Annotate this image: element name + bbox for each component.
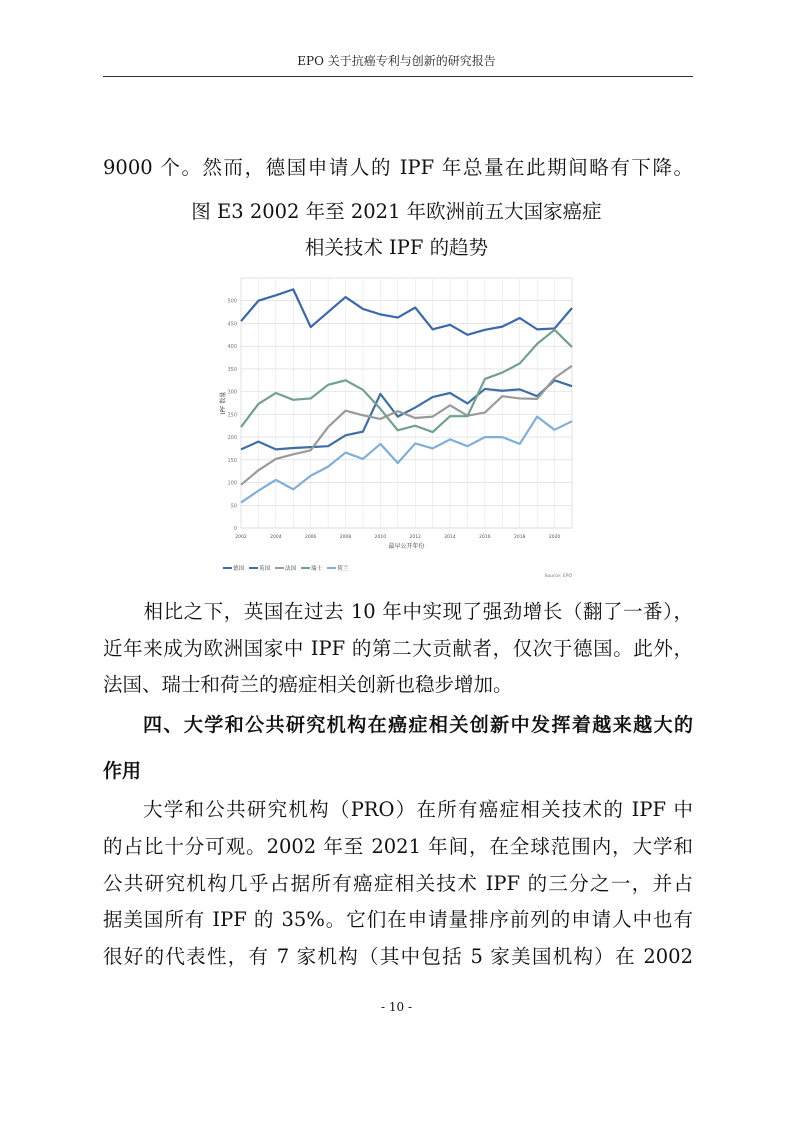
- y-tick-label: 450: [227, 321, 237, 328]
- line-chart: [215, 270, 580, 582]
- x-tick-label: 2014: [444, 535, 456, 540]
- text-line: 近年来成为欧洲国家中 IPF 的第二大贡献者，仅次于德国。此外，: [103, 637, 693, 660]
- x-tick-label: 2020: [548, 535, 561, 540]
- chart-legend: [223, 564, 349, 572]
- y-tick-label: 300: [227, 389, 237, 396]
- x-tick-labels: [235, 534, 560, 540]
- x-tick-label: 2010: [374, 535, 387, 540]
- legend-label: 荷兰: [337, 566, 349, 572]
- x-tick-label: 2002: [235, 535, 247, 540]
- chart-grid: [241, 278, 572, 528]
- plot-area: [241, 278, 572, 528]
- y-tick-label: 350: [227, 366, 237, 373]
- legend-label: 德国: [233, 566, 245, 572]
- y-tick-label: 100: [227, 480, 237, 487]
- x-tick-label: 2004: [270, 535, 282, 540]
- text-line: 的占比十分可观。2002 年至 2021 年间，在全球范围内，大学和: [103, 835, 693, 858]
- x-tick-label: 2016: [479, 535, 491, 540]
- section-heading: 四、大学和公共研究机构在癌症相关创新中发挥着越来越大的: [143, 714, 693, 736]
- figure-caption-line2: 相关技术 IPF 的趋势: [304, 236, 489, 259]
- x-axis-label: 最早公开年份: [388, 543, 425, 550]
- text-line: 大学和公共研究机构（PRO）在所有癌症相关技术的 IPF 中: [143, 798, 693, 821]
- y-tick-labels: [227, 299, 237, 532]
- y-tick-label: 150: [227, 457, 237, 464]
- text-line: 9000 个。然而，德国申请人的 IPF 年总量在此期间略有下降。: [103, 156, 693, 179]
- y-tick-label: 400: [227, 344, 237, 351]
- y-tick-label: 500: [227, 298, 237, 305]
- legend-label: 英国: [259, 566, 271, 572]
- section-heading-cont: 作用: [103, 760, 142, 782]
- y-tick-label: 200: [227, 435, 237, 442]
- legend-label: 瑞士: [311, 566, 323, 572]
- y-tick-label: 50: [230, 503, 237, 510]
- text-line: 相比之下，英国在过去 10 年中实现了强劲增长（翻了一番），: [143, 600, 693, 623]
- header-rule: [103, 76, 693, 77]
- chart-source: Source: EPO: [544, 574, 572, 579]
- page-number: - 10 -: [380, 1000, 412, 1014]
- x-tick-label: 2012: [409, 535, 421, 540]
- text-line: 法国、瑞士和荷兰的癌症相关创新也稳步增加。: [103, 673, 513, 696]
- x-tick-label: 2018: [514, 535, 526, 540]
- running-header: EPO 关于抗癌专利与创新的研究报告: [297, 54, 496, 68]
- y-tick-label: 250: [227, 412, 237, 419]
- x-tick-label: 2008: [339, 535, 352, 540]
- x-tick-label: 2006: [304, 535, 317, 540]
- y-tick-label: 0: [233, 526, 237, 532]
- text-line: 公共研究机构几乎占据所有癌症相关技术 IPF 的三分之一，并占: [103, 872, 693, 895]
- legend-label: 法国: [285, 566, 297, 572]
- text-line: 很好的代表性，有 7 家机构（其中包括 5 家美国机构）在 2002: [103, 945, 693, 968]
- y-axis-label: IPF 数量: [220, 391, 227, 415]
- text-line: 据美国所有 IPF 的 35%。它们在申请量排序前列的申请人中也有: [103, 908, 693, 931]
- figure-caption-line1: 图 E3 2002 年至 2021 年欧洲前五大国家癌症: [191, 200, 602, 223]
